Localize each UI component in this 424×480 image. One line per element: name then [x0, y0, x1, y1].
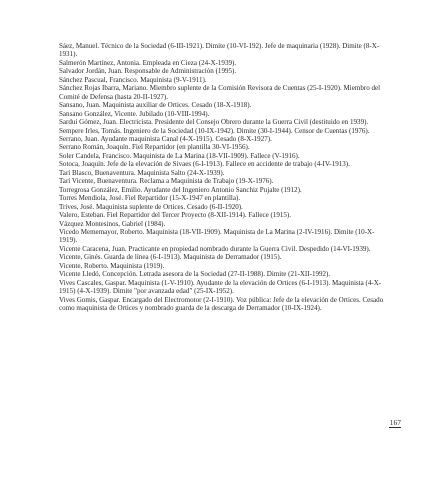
entry: Salvador Jordán, Juan. Responsable de Administración (1995).	[59, 67, 237, 76]
entry: Sansano, Juan. Maquinista auxiliar de Ortices. Cesado (18-X-1918).	[59, 101, 252, 110]
entry: Sotoca, Joaquín. Jefe de la elevación de Sivaes (6-I-1913). Fallece en accidente de trabajo (4-IV-1913).	[59, 160, 350, 169]
page-number-underline	[389, 427, 401, 428]
entry: Serrano Román, Joaquín. Fiel Repartidor (en plantilla 30-VI-1956).	[59, 143, 250, 152]
entry: Sáez, Manuel. Técnico de la Sociedad (6-III-1921). Dimite (10-VI-192). Jefe de maquinaria (1928). Dimite (8-X-1931).	[59, 42, 380, 59]
entry: Vicedo Mememayor, Roberto. Maquinista (18-VII-1909). Maquinista de La Marina (2-IV-1916). Dimite (10-X-1919).	[59, 227, 375, 245]
entry: Serrano, Juan. Ayudante maquinista Canal (4-X-1915). Cesado (8-X-1927).	[59, 134, 272, 143]
entry: Soler Candela, Francisco. Maquinista de La Marina (18-VII-1909). Fallece (V-1916).	[59, 151, 300, 160]
entry: Sansano González, Vicente. Jubilado (10-VIII-1994).	[59, 109, 210, 118]
entry: Salmerón Martínez, Antonia. Empleada en Cieza (24-X-1939).	[59, 58, 237, 67]
entry: Vives Gomis, Gaspar. Encargado del Electromotor (2-I-1910). Voz pública: Jefe de la elevación de Ortices. Cesado como maquinista de Ortices y nombrado guarda de la descarga de Derramador (10-IX-1924).	[59, 295, 384, 313]
entry: Vicente Caracena, Juan. Practicante en propiedad nombrado durante la Guerra Civil. Despedido (14-VI-1939).	[59, 244, 371, 253]
entry: Torres Mendiola, José. Fiel Repartidor (15-X-1947 en plantilla).	[59, 194, 241, 203]
entry: Sardui Gómez, Juan. Electricista. Presidente del Consejo Obrero durante la Guerra Civil (destituido en 1939).	[59, 118, 369, 127]
entry: Torregrosa González, Emilio. Ayudante del Ingeniero Antonio Sanchiz Pujalte (1912).	[59, 185, 302, 194]
entry: Vázquez Montesinos, Gabriel (1984).	[59, 219, 166, 228]
entry: Tarí Blasco, Buenaventura. Maquinista Salto (24-X-1939).	[59, 168, 225, 177]
entry: Tarí Vicente, Buenaventura. Reclama a Maquinista de Trabajo (19-X-1976).	[59, 177, 274, 186]
entry: Sánchez Rojas Ibarra, Mariano. Miembro suplente de la Comisión Revisora de Cuentas (25-I-1920). Miembro del Comité de Defensa (hasta 20-II-1927).	[59, 84, 381, 101]
entry-list	[59, 42, 387, 313]
entry: Vicente Lledó, Concepción. Letrada asesora de la Sociedad (27-II-1988). Dimite (21-XII-1992).	[59, 270, 331, 279]
entry: Vives Cascales, Gaspar. Maquinista (1-V-1910). Ayudante de la elevación de Ortices (6-I-1913). Maquinista (4-X-1915) (4-X-1939). Dimite "por avanzada edad" (25-IX-1952).	[59, 278, 382, 296]
entry: Sempere Irles, Tomás. Ingeniero de la Sociedad (10-IX-1942). Dimite (30-I-1944). Censor de Cuentas (1976).	[59, 126, 370, 135]
page-number: 167	[389, 418, 401, 427]
entry: Vicente, Ginés. Guarda de línea (6-I-1913). Maquinista de Derramador (1915).	[59, 253, 282, 262]
entry: Sánchez Pascual, Francisco. Maquinista (9-V-1911).	[59, 75, 207, 84]
entry: Trives, José. Maquinista suplente de Ortices. Cesado (6-II-1920).	[59, 202, 243, 211]
entry: Valero, Esteban. Fiel Repartidor del Tercer Proyecto (8-XII-1914). Fallece (1915).	[59, 211, 292, 220]
entry: Vicente, Roberto. Maquinista (1919).	[59, 261, 165, 270]
